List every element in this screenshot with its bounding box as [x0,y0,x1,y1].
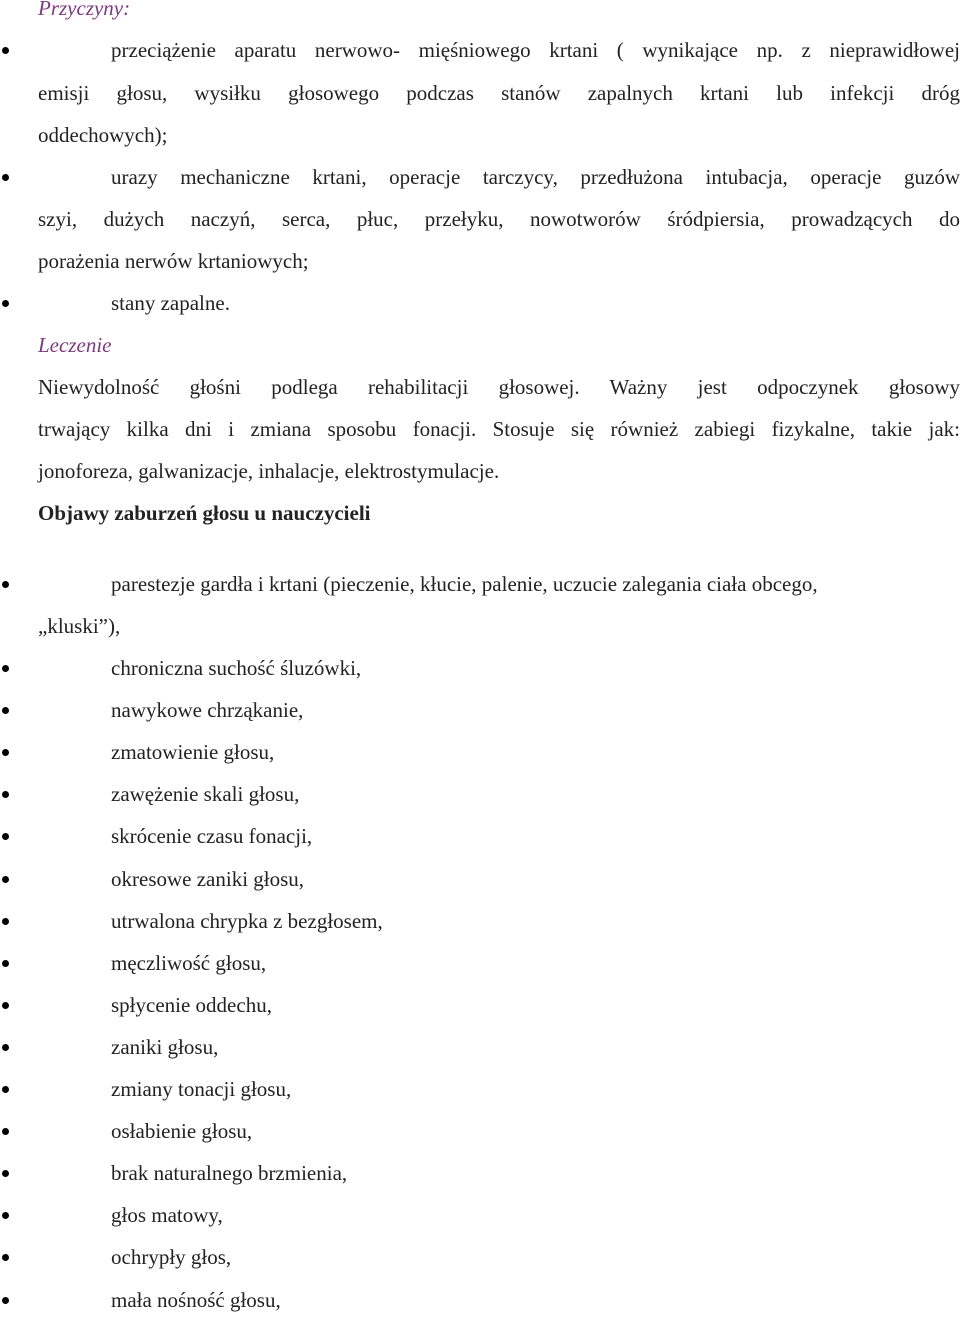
symptom-item [0,1153,960,1195]
bullet-icon [2,1297,9,1304]
bullet-icon [2,47,9,54]
treatment-heading-text: Leczenie [38,333,112,357]
symptom-item-label: skrócenie czasu fonacji, [111,824,313,848]
symptom-item-label: utrwalona chrypka z bezgłosem, [111,909,383,933]
cause-item [0,283,960,325]
causes-heading: Przyczyny: [38,0,131,20]
bullet-icon [2,749,9,756]
cause-item-line: szyi, dużych naczyń, serca, płuc, przełyku, nowotworów śródpiersia, prowadzących do [38,207,960,231]
symptom-item-label: głos matowy, [111,1203,223,1227]
bullet-icon [2,174,9,181]
symptom-item [0,648,960,690]
symptoms-heading: Objawy zaburzeń głosu u nauczycieli [38,501,371,525]
bullet-icon [2,1212,9,1219]
treatment-line: Niewydolność głośni podlega rehabilitacji głosowej. Ważny jest odpoczynek głosowy [38,375,960,399]
cause-item-line: oddechowych); [38,123,168,147]
treatment-heading [38,335,111,356]
cause-item-label: stany zapalne. [111,291,230,315]
bullet-icon [2,918,9,925]
bullet-icon [2,581,9,588]
bullet-icon [2,960,9,967]
symptom-item-label: męczliwość głosu, [111,951,267,975]
bullet-icon [2,876,9,883]
cause-item-line: emisji głosu, wysiłku głosowego podczas stanów zapalnych krtani lub infekcji dróg [38,81,960,105]
symptom-item [0,774,960,816]
symptom-item-label: okresowe zaniki głosu, [111,867,305,891]
symptom-item-label: ochrypły głos, [111,1245,232,1269]
symptom-item [0,901,960,943]
symptom-item [0,985,960,1027]
cause-item-line: porażenia nerwów krtaniowych; [38,249,309,273]
bullet-icon [2,1128,9,1135]
symptom-item [0,1195,960,1237]
symptom-item [0,859,960,901]
treatment-line: jonoforeza, galwanizacje, inhalacje, elektrostymulacje. [38,459,500,483]
symptom-item [0,1237,960,1279]
symptom-item [0,1027,960,1069]
bullet-icon [2,1170,9,1177]
symptom-item [0,564,960,606]
symptom-item-label: mała nośność głosu, [111,1288,281,1312]
bullet-icon [2,833,9,840]
symptom-item [0,732,960,774]
bullet-icon [2,1002,9,1009]
symptom-item-label: osłabienie głosu, [111,1119,253,1143]
symptom-item [0,1111,960,1153]
cause-item-line: urazy mechaniczne krtani, operacje tarczycy, przedłużona intubacja, operacje guzów [111,165,960,189]
symptom-item-label: zawężenie skali głosu, [111,782,300,806]
symptom-item-label: zmiany tonacji głosu, [111,1077,292,1101]
bullet-icon [2,665,9,672]
bullet-icon [2,707,9,714]
symptom-item-line: parestezje gardła i krtani (pieczenie, kłucie, palenie, uczucie zalegania ciała obcego, [111,572,818,596]
bullet-icon [2,791,9,798]
symptom-item [0,690,960,732]
treatment-line: trwający kilka dni i zmiana sposobu fonacji. Stosuje się również zabiegi fizykalne, takie jak: [38,417,960,441]
symptom-item-label: spłycenie oddechu, [111,993,272,1017]
symptom-item-label: zmatowienie głosu, [111,740,275,764]
symptom-item [0,1069,960,1111]
symptom-item-label: brak naturalnego brzmienia, [111,1161,348,1185]
bullet-icon [2,1254,9,1261]
cause-item-line: przeciążenie aparatu nerwowo- mięśniowego krtani ( wynikające np. z nieprawidłowej [111,38,960,62]
symptom-item [0,816,960,858]
symptom-item [0,943,960,985]
symptom-item-label: zaniki głosu, [111,1035,219,1059]
bullet-icon [2,300,9,307]
symptom-item-line: „kluski”), [38,614,121,638]
bullet-icon [2,1086,9,1093]
symptom-item-label: chroniczna suchość śluzówki, [111,656,362,680]
bullet-icon [2,1044,9,1051]
cause-item [0,157,960,199]
symptom-item-label: nawykowe chrząkanie, [111,698,304,722]
cause-item [0,30,960,72]
